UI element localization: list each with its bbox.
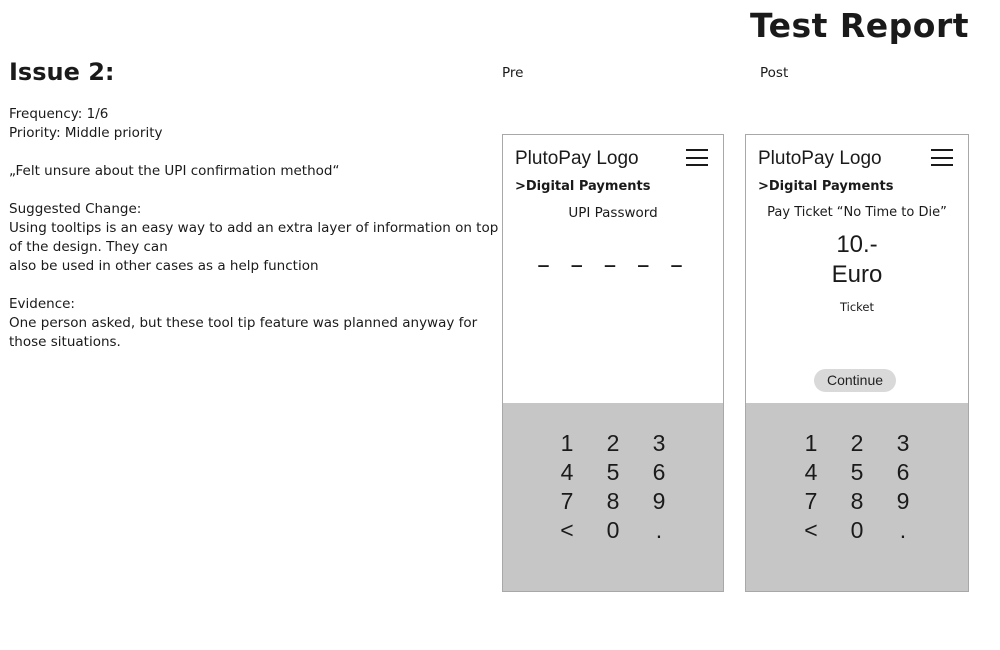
pre-label: Pre [502,65,524,81]
suggested-change [9,200,498,276]
key-1[interactable]: 1 [804,430,818,456]
post-mockup [745,134,969,592]
key-2[interactable]: 2 [850,430,864,456]
evidence-line: those situations. [9,334,121,350]
evidence-heading: Evidence: [9,296,75,312]
breadcrumb[interactable]: >Digital Payments [758,179,894,194]
evidence-line: One person asked, but these tool tip feature was planned anyway for [9,315,478,331]
key-4[interactable]: 4 [560,459,574,485]
key-3[interactable]: 3 [652,430,666,456]
key-2[interactable]: 2 [606,430,620,456]
frequency-text: Frequency: 1/6 [9,106,109,122]
key-5[interactable]: 5 [850,459,864,485]
key-0[interactable]: 0 [850,517,864,543]
suggested-line: of the design. They can [9,239,168,255]
suggested-heading: Suggested Change: [9,201,142,217]
key-0[interactable]: 0 [606,517,620,543]
key-5[interactable]: 5 [606,459,620,485]
key-6[interactable]: 6 [896,459,910,485]
breadcrumb[interactable]: >Digital Payments [515,179,651,194]
hamburger-menu-icon[interactable] [931,149,953,166]
numeric-keypad [503,403,723,591]
key-7[interactable]: 7 [804,488,818,514]
evidence [9,295,477,352]
key-8[interactable]: 8 [850,488,864,514]
post-label: Post [760,65,789,81]
user-quote: „Felt unsure about the UPI confirmation method“ [9,163,340,179]
amount-value: 10.- [836,231,878,258]
hamburger-menu-icon[interactable] [686,149,708,166]
key-backspace[interactable]: < [560,517,574,543]
key-backspace[interactable]: < [804,517,818,543]
numeric-keypad [746,403,968,591]
keypad-keys [544,429,682,545]
key-decimal[interactable]: . [899,517,907,543]
pin-input[interactable]: – – – – – [536,250,690,280]
suggested-line: also be used in other cases as a help function [9,258,319,274]
key-6[interactable]: 6 [652,459,666,485]
amount-currency: Euro [831,261,883,288]
issue-title: Issue 2: [9,58,115,86]
key-3[interactable]: 3 [896,430,910,456]
key-8[interactable]: 8 [606,488,620,514]
key-9[interactable]: 9 [896,488,910,514]
key-decimal[interactable]: . [655,517,663,543]
key-4[interactable]: 4 [804,459,818,485]
issue-meta [9,105,163,143]
key-7[interactable]: 7 [560,488,574,514]
keypad-keys [788,429,926,545]
priority-text: Priority: Middle priority [9,125,163,141]
app-logo: PlutoPay Logo [758,148,882,169]
key-9[interactable]: 9 [652,488,666,514]
ticket-label: Ticket [839,300,875,314]
app-logo: PlutoPay Logo [515,148,639,169]
suggested-line: Using tooltips is an easy way to add an extra layer of information on top [9,220,499,236]
pre-mockup [502,134,724,592]
key-1[interactable]: 1 [560,430,574,456]
continue-button[interactable]: Continue [814,369,896,392]
pay-ticket-text: Pay Ticket “No Time to Die” [767,205,947,220]
report-title: Test Report [749,6,969,45]
upi-password-label: UPI Password [568,205,658,221]
